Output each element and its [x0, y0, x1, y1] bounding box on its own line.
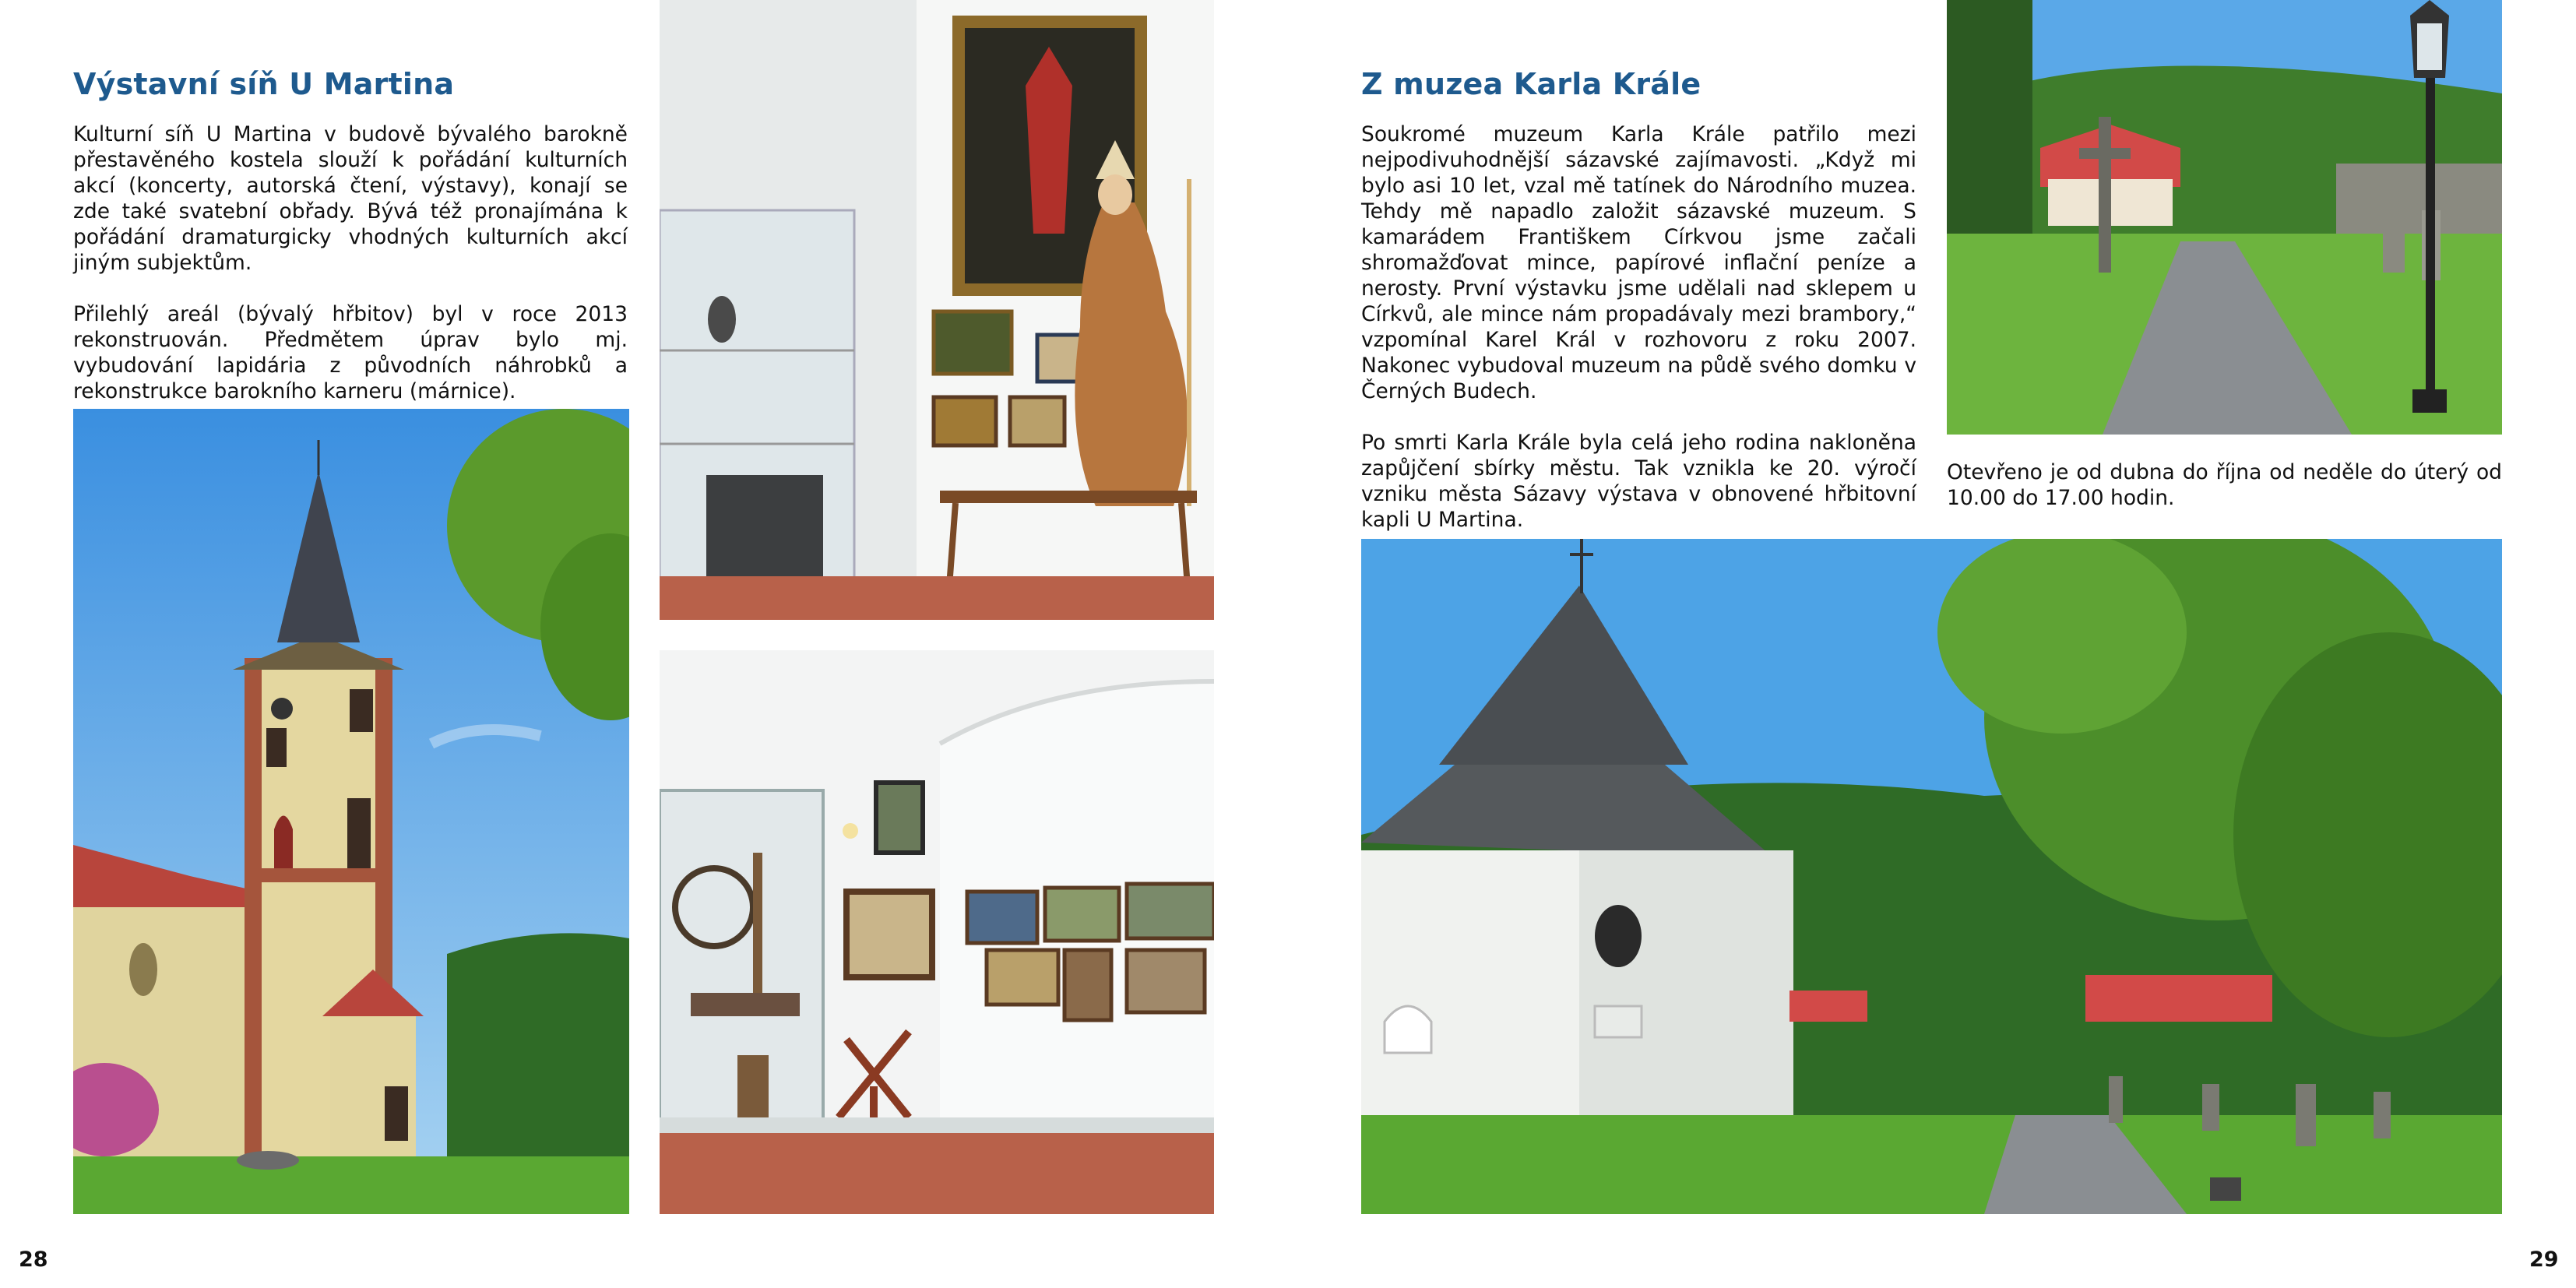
right-paragraph-1: Soukromé muzeum Karla Krále patřilo mezi nejpodivuhodnější sázavské zajímavosti. „Když mi bylo asi 10 let, vzal mě tatínek do Národního muzea. Tehdy mě napadlo založit sázavské muzeum. S kamarádem Františkem Církvou jsme začali shromažďovat mince, papírové inflační peníze a nerosty. První výstavku jsme udělali nad sklepem u Církvů, ale mince nám propadávaly mezi brambory,“ vzpomínal Karel Král v rozhovoru z roku 2007. Nakonec vybudoval muzeum na půdě svého domku v Černých Budech. [1361, 122, 1916, 403]
photo-cemetery-chapel-u-martina [1361, 539, 2502, 1214]
left-paragraph-1: Kulturní síň U Martina v budově bývalého barokně přestavěného kostela slouží k pořádání kulturních akcí (koncerty, autorská čtení, výstavy), konají se zde také svatební obřady. Bývá též pronajímána k pořádání dramaturgicky vhodných kulturních akcí jiným subjektům. [73, 122, 628, 275]
photo-museum-interior-statue [660, 0, 1214, 620]
opening-hours-caption: Otevřeno je od dubna do října od neděle do úterý od 10.00 do 17.00 hodin. [1947, 460, 2502, 510]
page-number-right: 29 [2529, 1248, 2559, 1272]
photo-cemetery-path-lamp [1947, 0, 2502, 435]
left-body-text [73, 121, 628, 430]
heading-vystavni-sin: Výstavní síň U Martina [73, 67, 455, 101]
heading-z-muzea: Z muzea Karla Krále [1361, 67, 1701, 101]
page-number-left: 28 [19, 1248, 48, 1272]
right-body-text [1361, 121, 1916, 558]
right-paragraph-2: Po smrti Karla Krále byla celá jeho rodina nakloněna zapůjčení sbírky městu. Tak vznikla ke 20. výročí vzniku města Sázavy výstava v obnovené hřbitovní kapli U Martina. [1361, 431, 1916, 532]
photo-museum-interior-spinning-wheel [660, 650, 1214, 1214]
photo-church-u-martina [73, 409, 629, 1214]
left-paragraph-2: Přilehlý areál (bývalý hřbitov) byl v roce 2013 rekonstruován. Předmětem úprav bylo mj. vybudování lapidária z původních náhrobků a rekonstrukce barokního karneru (márnice). [73, 302, 628, 403]
